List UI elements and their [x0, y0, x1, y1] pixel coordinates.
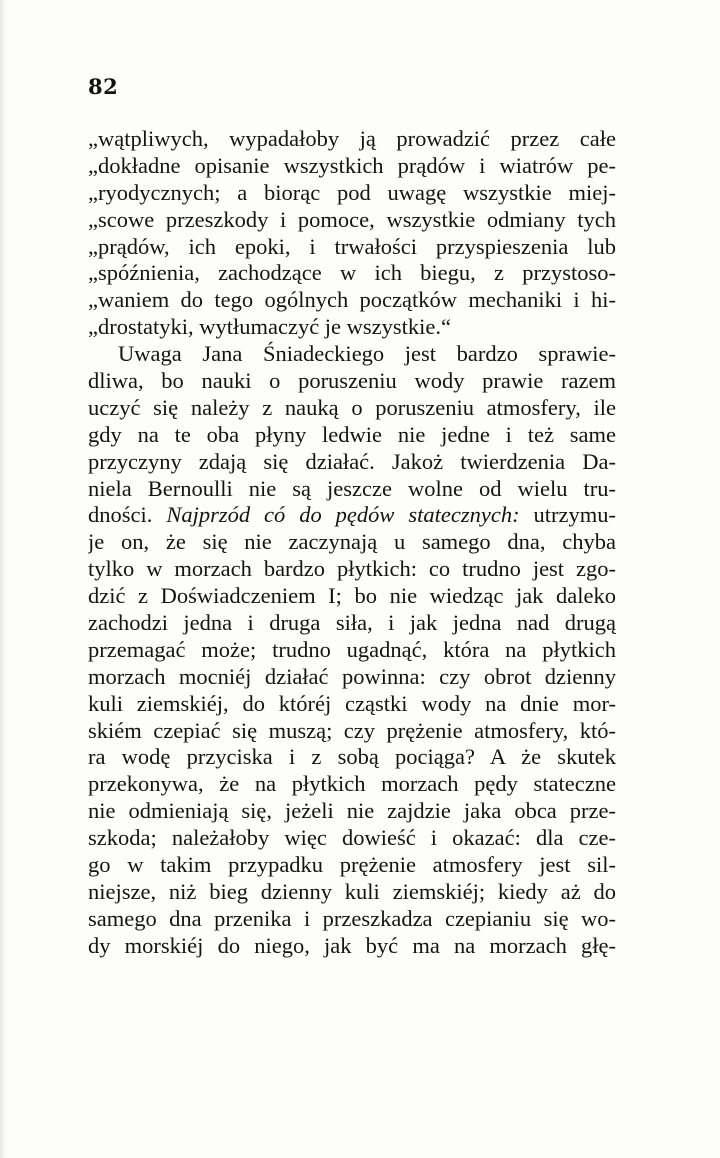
text-fragment: dności.	[88, 502, 153, 528]
text-line: ra wodę przyciska i z sobą pociąga? A że skutek	[88, 744, 616, 770]
text-line: tylko w morzach bardzo płytkich: co trudno jest zgo-	[88, 556, 616, 582]
text-line: kuli ziemskiéj, do któréj cząstki wody na dnie mor-	[88, 690, 616, 716]
text-line: go w takim przypadku prężenie atmosfery jest sil-	[88, 852, 616, 878]
text-line: „scowe przeszkody i pomoce, wszystkie odmiany tych	[88, 206, 616, 232]
body-text	[88, 126, 616, 960]
text-line: „ryodycznych; a biorąc pod uwagę wszystkie miej-	[88, 179, 616, 205]
text-line-paragraph-start: Uwaga Jana Śniadeckiego jest bardzo sprawie-	[118, 341, 616, 367]
page-number: 82	[88, 74, 119, 99]
text-line: „dokładne opisanie wszystkich prądów i wiatrów pe-	[88, 152, 616, 178]
text-line: niejsze, niż bieg dzienny kuli ziemskiéj; kiedy aż do	[88, 878, 616, 904]
text-line: przyczyny zdają się działać. Jakoż twierdzenia Da-	[88, 448, 616, 474]
text-line: szkoda; należałoby więc dowieść i okazać: dla cze-	[88, 825, 616, 851]
text-line: samego dna przenika i przeszkadza czepianiu się wo-	[88, 905, 616, 931]
text-line-with-italic	[88, 502, 616, 529]
scan-edge-shadow	[0, 0, 6, 1158]
text-line: „spóźnienia, zachodzące w ich biegu, z przystoso-	[88, 260, 616, 286]
text-line: niela Bernoulli nie są jeszcze wolne od wielu tru-	[88, 475, 616, 501]
text-line: nie odmieniają się, jeżeli nie zajdzie jaka obca prze-	[88, 798, 616, 824]
text-line: „waniem do tego ogólnych początków mechaniki i hi-	[88, 287, 616, 313]
text-line: dy morskiéj do niego, jak być ma na morzach głę-	[88, 932, 616, 958]
text-line: dzić z Doświadczeniem I; bo nie wiedząc jak daleko	[88, 583, 616, 609]
text-line: „wątpliwych, wypadałoby ją prowadzić przez całe	[88, 126, 616, 151]
text-line: „drostatyki, wytłumaczyć je wszystkie.“	[88, 314, 452, 340]
text-line: dliwa, bo nauki o poruszeniu wody prawie razem	[88, 368, 616, 394]
text-line: „prądów, ich epoki, i trwałości przyspieszenia lub	[88, 233, 616, 259]
text-line: skiém czepiać się muszą; czy prężenie atmosfery, któ-	[88, 717, 616, 743]
text-line: zachodzi jedna i druga siła, i jak jedna nad drugą	[88, 610, 616, 636]
italic-phrase: Najprzód có do pędów statecznych:	[166, 502, 520, 528]
text-line: przemagać może; trudno ugadnąć, która na płytkich	[88, 636, 616, 662]
text-line: morzach mocniéj działać powinna: czy obrot dzienny	[88, 663, 616, 689]
text-line: gdy na te oba płyny ledwie nie jedne i też same	[88, 421, 616, 447]
text-line: uczyć się należy z nauką o poruszeniu atmosfery, ile	[88, 394, 616, 420]
text-line: je on, że się nie zaczynają u samego dna, chyba	[88, 529, 616, 555]
text-line: przekonywa, że na płytkich morzach pędy stateczne	[88, 771, 616, 797]
text-fragment: utrzymu-	[533, 502, 616, 528]
